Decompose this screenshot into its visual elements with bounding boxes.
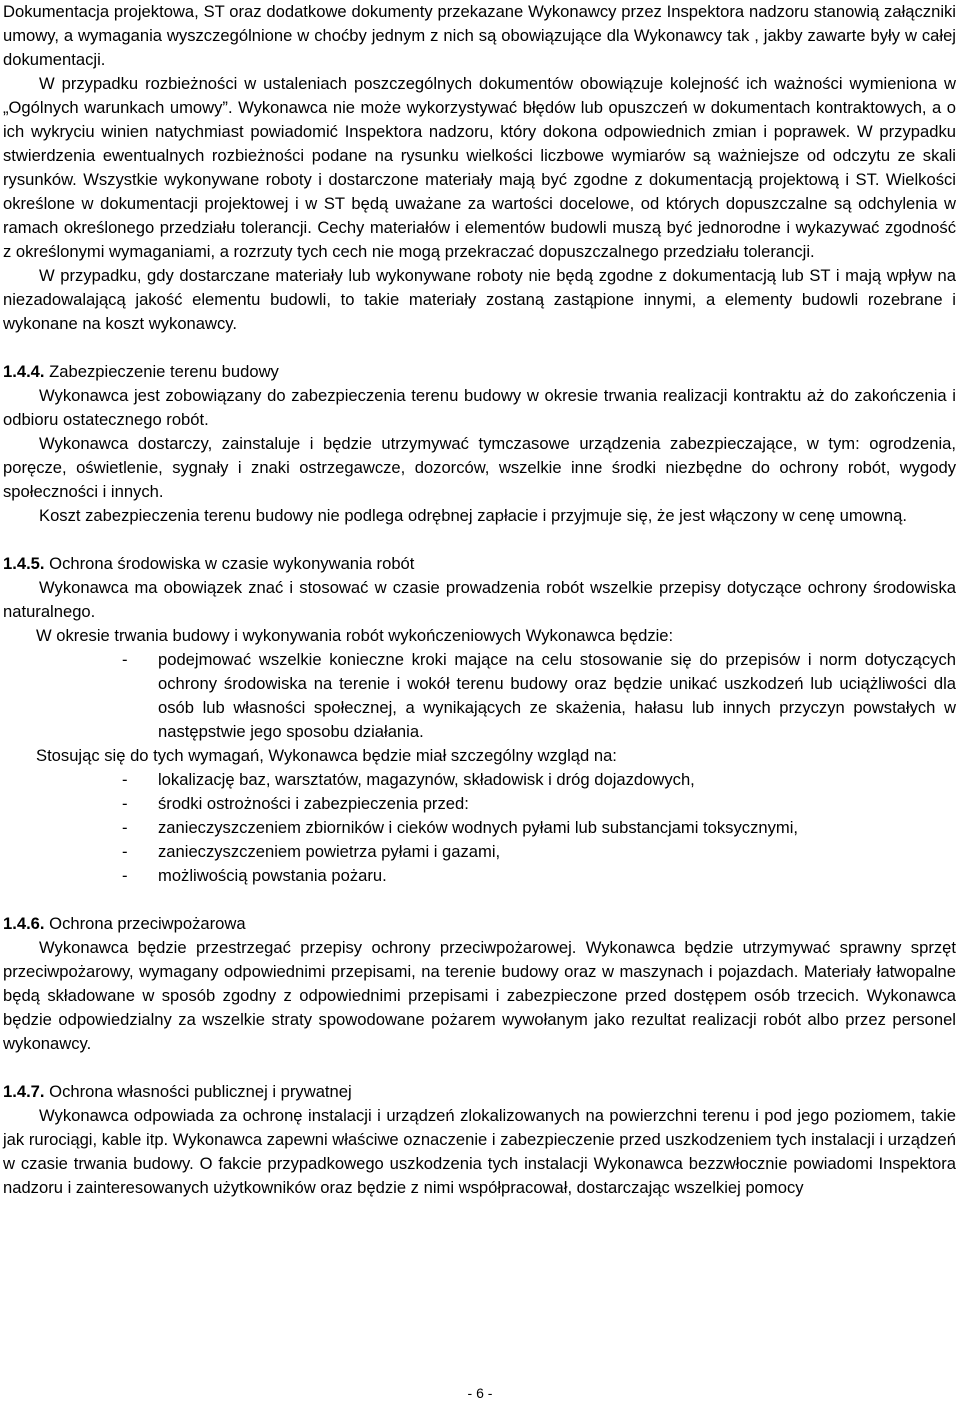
section-title: Zabezpieczenie terenu budowy (49, 362, 279, 381)
paragraph-fire-protection: Wykonawca będzie przestrzegać przepisy ochrony przeciwpożarowej. Wykonawca będzie utrzymywać sprawny sprzęt przeciwpożarowy, wymagany odpowiednimi przepisami, na terenie budowy oraz w maszynach i pojazdach. Materiały łatwopalne będą składowane w sposób zgodny z odpowiednimi przepisami i zabezpieczone przed dostępem osób trzecich. Wykonawca będzie odpowiedzialny za wszelkie straty spowodowane pożarem wywołanym jako rezultat realizacji robót albo przez personel wykonawcy. (3, 938, 956, 1053)
section-title: Ochrona przeciwpożarowa (49, 914, 246, 933)
paragraph-environment-intro: W okresie trwania budowy i wykonywania robót wykończeniowych Wykonawca będzie: (36, 626, 674, 645)
section-heading-1-4-7 (3, 1080, 956, 1104)
paragraph-contract-documents: Dokumentacja projektowa, ST oraz dodatkowe dokumenty przekazane Wykonawcy przez Inspektora nadzoru stanowią załączniki umowy, a wymagania wyszczególnione w choćby jednym z nich są obowiązujące dla Wykonawcy tak , jakby zawarte były w całej dokumentacji. (3, 2, 956, 69)
paragraph-special-regard: Stosując się do tych wymagań, Wykonawca będzie miał szczególny wzgląd na: (36, 746, 617, 765)
paragraph-nonconforming-materials: W przypadku, gdy dostarczane materiały lub wykonywane roboty nie będą zgodne z dokumentacją lub ST i mają wpływ na niezadowalającą jakość elementu budowli, to takie materiały zostaną zastąpione innymi, a elementy budowli rozebrane i wykonane na koszt wykonawcy. (3, 266, 956, 333)
section-number: 1.4.6. (3, 914, 45, 933)
page-number: - 6 - (467, 1385, 493, 1401)
section-title: Ochrona środowiska w czasie wykonywania robót (49, 554, 415, 573)
list-item: - zanieczyszczeniem zbiorników i cieków wodnych pyłami lub substancjami toksycznymi, (158, 816, 956, 840)
paragraph-site-protection: Wykonawca jest zobowiązany do zabezpieczenia terenu budowy w okresie trwania realizacji kontraktu aż do zakończenia i odbioru ostatecznego robót. (3, 386, 956, 429)
list-item: - środki ostrożności i zabezpieczenia przed: (158, 792, 956, 816)
paragraph-property-protection: Wykonawca odpowiada za ochronę instalacji i urządzeń zlokalizowanych na powierzchni terenu i pod jego poziomem, takie jak rurociągi, kable itp. Wykonawca zapewni właściwe oznaczenie i zabezpieczenie przed uszkodzeniem tych instalacji i urządzeń w czasie trwania budowy. O fakcie przypadkowego uszkodzenia tych instalacji Wykonawca bezzwłocznie powiadomi Inspektora nadzoru i zainteresowanych użytkowników oraz będzie z nimi współpracował, dostarczając wszelkiej pomocy (3, 1106, 956, 1197)
section-number: 1.4.5. (3, 554, 45, 573)
section-heading-1-4-6 (3, 912, 956, 936)
section-number: 1.4.7. (3, 1082, 45, 1101)
section-number: 1.4.4. (3, 362, 45, 381)
list-item: - możliwością powstania pożaru. (158, 864, 956, 888)
paragraph-discrepancies: W przypadku rozbieżności w ustaleniach poszczególnych dokumentów obowiązuje kolejność ich ważności wymieniona w „Ogólnych warunkach umowy”. Wykonawca nie może wykorzystywać błędów lub opuszczeń w dokumentach kontraktowych, a o ich wykryciu winien natychmiast powiadomić Inspektora nadzoru, który dokona odpowiednich zmian i poprawek. W przypadku stwierdzenia ewentualnych rozbieżności podane na rysunku wielkości liczbowe wymiarów są ważniejsze od odczytu ze skali rysunków. Wszystkie wykonywane roboty i dostarczone materiały mają być zgodne z dokumentacją projektową i ST. Wielkości określone w dokumentacji projektowej i w ST będą uważane za wartości docelowe, od których dopuszczalne są odchylenia w ramach określonego przedziału tolerancji. Cechy materiałów i elementów budowli muszą być jednorodne i wykazywać zgodność z określonymi wymaganiami, a rozrzuty tych cech nie mogą przekraczać dopuszczalnego przedziału tolerancji. (3, 74, 956, 261)
environment-measures-list (3, 648, 956, 744)
list-item: - podejmować wszelkie konieczne kroki mające na celu stosowanie się do przepisów i norm dotyczących ochrony środowiska na terenie i wokół terenu budowy oraz będzie unikać uszkodzeń lub uciążliwości dla osób lub własności społecznej, a wynikających ze skażenia, hałasu lub innych przyczyn powstałych w następstwie jego sposobu działania. (158, 648, 956, 744)
paragraph-environment-duty: Wykonawca ma obowiązek znać i stosować w czasie prowadzenia robót wszelkie przepisy dotyczące ochrony środowiska naturalnego. (3, 578, 956, 621)
paragraph-safety-devices: Wykonawca dostarczy, zainstaluje i będzie utrzymywać tymczasowe urządzenia zabezpieczające, w tym: ogrodzenia, poręcze, oświetlenie, sygnały i znaki ostrzegawcze, dozorców, wszelkie inne środki niezbędne do ochrony robót, wygody społeczności i innych. (3, 434, 956, 501)
list-item: - lokalizację baz, warsztatów, magazynów, składowisk i dróg dojazdowych, (158, 768, 956, 792)
list-item: - zanieczyszczeniem powietrza pyłami i gazami, (158, 840, 956, 864)
section-title: Ochrona własności publicznej i prywatnej (49, 1082, 352, 1101)
special-regard-list (3, 768, 956, 888)
paragraph-protection-cost: Koszt zabezpieczenia terenu budowy nie podlega odrębnej zapłacie i przyjmuje się, że jest włączony w cenę umowną. (39, 506, 907, 525)
section-heading-1-4-4 (3, 360, 956, 384)
section-heading-1-4-5 (3, 552, 956, 576)
